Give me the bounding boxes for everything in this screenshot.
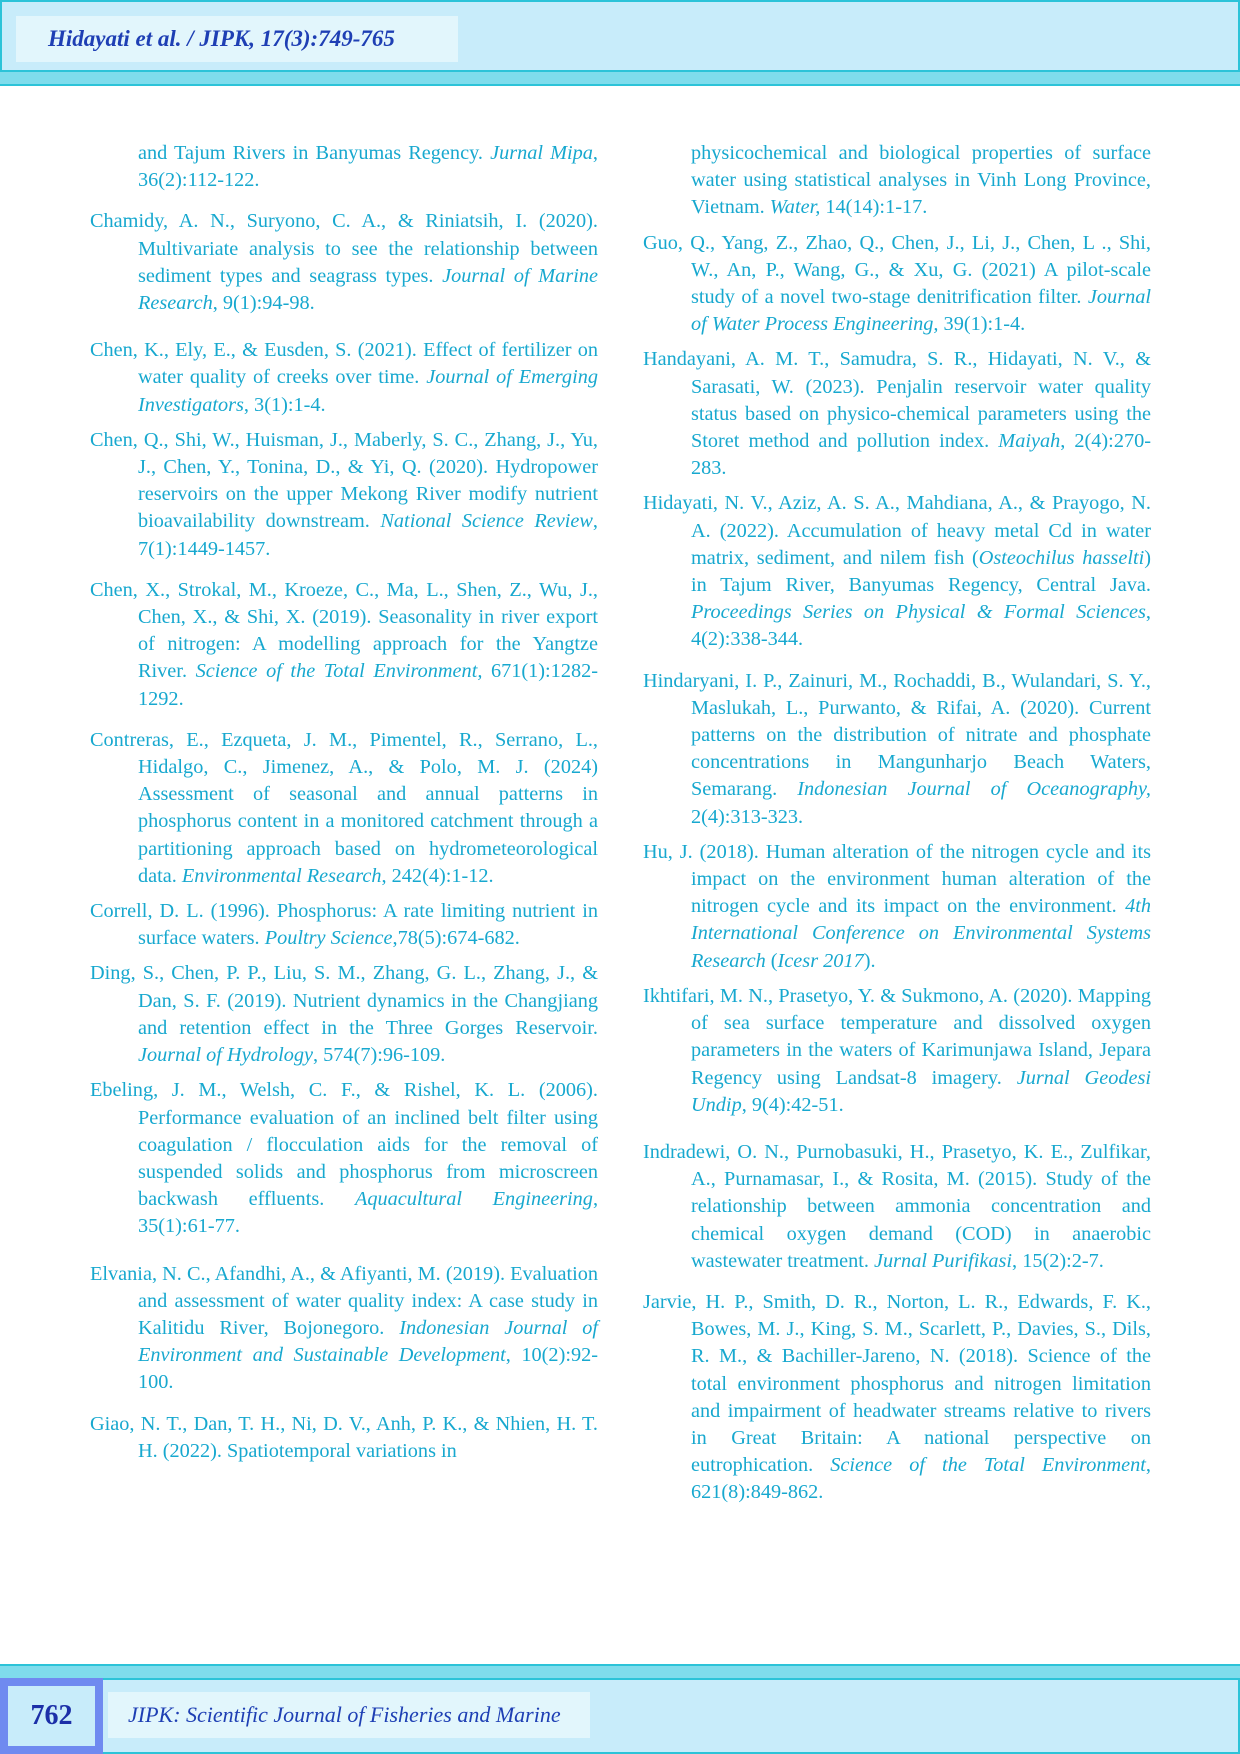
reference-text: , 15(2):2-7. [1012, 1249, 1104, 1272]
reference-italic-text: Jurnal Mipa [490, 142, 593, 164]
page-number-box [0, 1678, 103, 1754]
reference-text: , 2(4):270-283. [691, 430, 1151, 480]
reference-text: Hindaryani, I. P., Zainuri, M., Rochaddi, B., Wulandari, S. Y., Maslukah, L., Purwanto, & Rifai, A. (2020). Current patterns on the distribution of nitrate and phosphate concentrations in Mangunharjo Beach Waters, Semarang. [643, 669, 1151, 801]
reference-italic-text: Water, [769, 196, 821, 219]
reference-text: ). [863, 949, 876, 972]
reference-italic-text: Science of the Total Environment [830, 1454, 1146, 1477]
reference-entry [643, 1289, 1151, 1507]
reference-text: Jarvie, H. P., Smith, D. R., Norton, L. R., Edwards, F. K., Bowes, M. J., King, S. M., Scarlett, P., Davies, S., Dils, R. M., & Bachiller-Jareno, N. (2018). Science of the total environment phosphorus and nitrogen limitation and impairment of headwater streams relative to rivers in Great Britain: A national perspective on eutrophication. [643, 1290, 1151, 1477]
reference-text: 671(1):1282-1292. [138, 660, 598, 710]
reference-text: , 574(7):96-109. [313, 1044, 446, 1067]
reference-text: Hu, J. (2018). Human alteration of the nitrogen cycle and its impact on the environment human alteration of the nitrogen cycle and its impact on the environment. [643, 840, 1151, 918]
reference-entry [90, 960, 598, 1069]
reference-text: Chen, Q., Shi, W., Huisman, J., Maberly, S. C., Zhang, J., Yu, J., Chen, Y., Tonina, D., & Yi, Q. (2020). Hydropower reservoirs on the upper Mekong River modify nutrient bioavailability downstream. [90, 428, 598, 533]
reference-italic-text: Journal of Marine Research [138, 264, 598, 315]
reference-text: Chen, K., Ely, E., & Eusden, S. (2021). Effect of fertilizer on water quality of creeks over time. [90, 339, 598, 389]
reference-entry [90, 140, 598, 194]
reference-text: , 9(4):42-51. [741, 1093, 844, 1116]
header-rule [0, 72, 1240, 86]
footer-rule [0, 1664, 1240, 1678]
reference-entry [90, 898, 598, 952]
reference-text: , 621(8):849-862. [691, 1454, 1151, 1504]
reference-text: , 35(1):61-77. [138, 1188, 599, 1238]
reference-text: Ikhtifari, M. N., Prasetyo, Y. & Sukmono, A. (2020). Mapping of sea surface temperature and dissolved oxygen parameters in the waters of Karimunjawa Island, Jepara Regency using Landsat-8 imagery. [643, 984, 1151, 1089]
reference-italic-text: Journal of Hydrology [138, 1044, 313, 1067]
reference-entry [90, 337, 598, 419]
reference-entry [643, 1139, 1151, 1275]
reference-italic-text: Poultry Science [264, 927, 393, 950]
reference-text: , 7(1):1449-1457. [138, 510, 598, 560]
reference-italic-text: 4th International Conference on Environmental Systems Research [691, 895, 1151, 972]
reference-italic-text: Maiyah [998, 430, 1061, 453]
reference-text: Ebeling, J. M., Welsh, C. F., & Rishel, K. L. (2006). Performance evaluation of an inclined belt filter using coagulation / flocculation aids for the removal of suspended solids and phosphorus from microscreen backwash effluents. [90, 1079, 598, 1211]
reference-entry [90, 208, 598, 317]
reference-entry [643, 668, 1151, 831]
reference-italic-text: Journal of Emerging Investigators [138, 366, 598, 416]
reference-text: Contreras, E., Ezqueta, J. M., Pimentel, R., Serrano, L., Hidalgo, C., Jimenez, A., & Polo, M. J. (2024) Assessment of seasonal and annual patterns in phosphorus content in a monitored catchment through a partitioning approach based on hydrometeorological data. [90, 728, 598, 887]
reference-entry [90, 727, 598, 890]
reference-italic-text: Aquacultural Engineering [354, 1188, 593, 1211]
reference-text: Giao, N. T., Dan, T. H., Ni, D. V., Anh, P. K., & Nhien, H. T. H. (2022). Spatiotemporal variations in [90, 1412, 598, 1462]
reference-text: , 3(1):1-4. [243, 393, 326, 416]
reference-italic-text: Journal of Water Process Engineering, [691, 286, 1151, 336]
reference-text: ) in Tajum River, Banyumas Regency, Central Java. [691, 546, 1151, 597]
reference-text: Handayani, A. M. T., Samudra, S. R., Hidayati, N. V., & Sarasati, W. (2023). Penjalin reservoir water quality status based on physico-chemical parameters using the Storet method and pollution index. [643, 348, 1151, 453]
reference-text: Guo, Q., Yang, Z., Zhao, Q., Chen, J., Li, J., Chen, L ., Shi, W., An, P., Wang, G., & Xu, G. (2021) A pilot-scale study of a novel two-stage denitrification filter. [643, 231, 1151, 309]
reference-text: and Tajum Rivers in Banyumas Regency. [138, 142, 491, 164]
reference-entry [643, 140, 1151, 222]
reference-entry [643, 983, 1151, 1119]
reference-text: 2(4):313-323. [691, 805, 804, 828]
reference-italic-text: Science of the Total Environment, [195, 660, 483, 683]
references-left-column [90, 140, 598, 1475]
reference-italic-text: Osteochilus hasselti [978, 546, 1145, 569]
reference-text: , 10(2):92-100. [138, 1344, 598, 1394]
running-head: Hidayati et al. / JIPK, 17(3):749-765 [16, 16, 458, 62]
reference-italic-text: Indonesian Journal of Environment and Sustainable Development [138, 1316, 598, 1367]
reference-entry [643, 839, 1151, 975]
reference-entry [90, 1411, 598, 1465]
reference-entry [643, 230, 1151, 339]
reference-entry [643, 490, 1151, 653]
page-header [0, 0, 1240, 72]
reference-entry [90, 427, 598, 563]
reference-entry [90, 1077, 598, 1240]
reference-italic-text: Indonesian Journal of Oceanography, [797, 778, 1151, 801]
reference-text: Chen, X., Strokal, M., Kroeze, C., Ma, L., Shen, Z., Wu, J., Chen, X., & Shi, X. (2019). Seasonality in river export of nitrogen: A modelling approach for the Yangtze River. [90, 578, 598, 683]
reference-entry [90, 577, 598, 713]
reference-italic-text: Jurnal Purifikasi [874, 1249, 1013, 1272]
reference-text: , 36(2):112-122. [138, 142, 598, 192]
reference-text: Indradewi, O. N., Purnobasuki, H., Prasetyo, K. E., Zulfikar, A., Purnamasar, I., & Rosita, M. (2015). Study of the relationship between ammonia concentration and chemical oxygen demand (COD) in anaerobic wastewater treatment. [643, 1140, 1151, 1272]
reference-italic-text: Proceedings Series on Physical & Formal Sciences [691, 601, 1146, 624]
reference-italic-text: National Science Review [380, 510, 593, 533]
references-right-column [643, 140, 1151, 1517]
reference-text: , 242(4):1-12. [381, 864, 494, 887]
reference-text: ( [765, 949, 778, 972]
reference-text: 14(14):1-17. [820, 196, 928, 219]
reference-text: Correll, D. L. (1996). Phosphorus: A rate limiting nutrient in surface waters. [90, 900, 598, 950]
reference-text: Chamidy, A. N., Suryono, C. A., & Riniatsih, I. (2020). Multivariate analysis to see the relationship between sediment types and seagrass types. [90, 210, 598, 287]
reference-text: Ding, S., Chen, P. P., Liu, S. M., Zhang, G. L., Zhang, J., & Dan, S. F. (2019). Nutrient dynamics in the Changjiang and retention effect in the Three Gorges Reservoir. [90, 962, 598, 1039]
reference-entry [643, 346, 1151, 482]
reference-entry [90, 1261, 598, 1397]
page-number: 762 [8, 1686, 95, 1746]
reference-italic-text: Icesr 2017 [777, 949, 864, 972]
reference-italic-text: Environmental Research [181, 864, 382, 887]
journal-name: JIPK: Scientific Journal of Fisheries and Marine [108, 1692, 590, 1738]
reference-text: 39(1):1-4. [938, 313, 1026, 336]
reference-text: Hidayati, N. V., Aziz, A. S. A., Mahdiana, A., & Prayogo, N. A. (2022). Accumulation of heavy metal Cd in water matrix, sediment, and nilem fish ( [643, 492, 1151, 569]
reference-text: physicochemical and biological properties of surface water using statistical analyses in Vinh Long Province, Vietnam. [691, 142, 1151, 219]
reference-text: , 9(1):94-98. [212, 292, 315, 315]
reference-text: ,78(5):674-682. [392, 927, 520, 950]
reference-text: Elvania, N. C., Afandhi, A., & Afiyanti, M. (2019). Evaluation and assessment of water quality index: A case study in Kalitidu River, Bojonegoro. [90, 1262, 598, 1339]
reference-italic-text: Jurnal Geodesi Undip [691, 1066, 1152, 1116]
reference-text: , 4(2):338-344. [691, 601, 1151, 651]
